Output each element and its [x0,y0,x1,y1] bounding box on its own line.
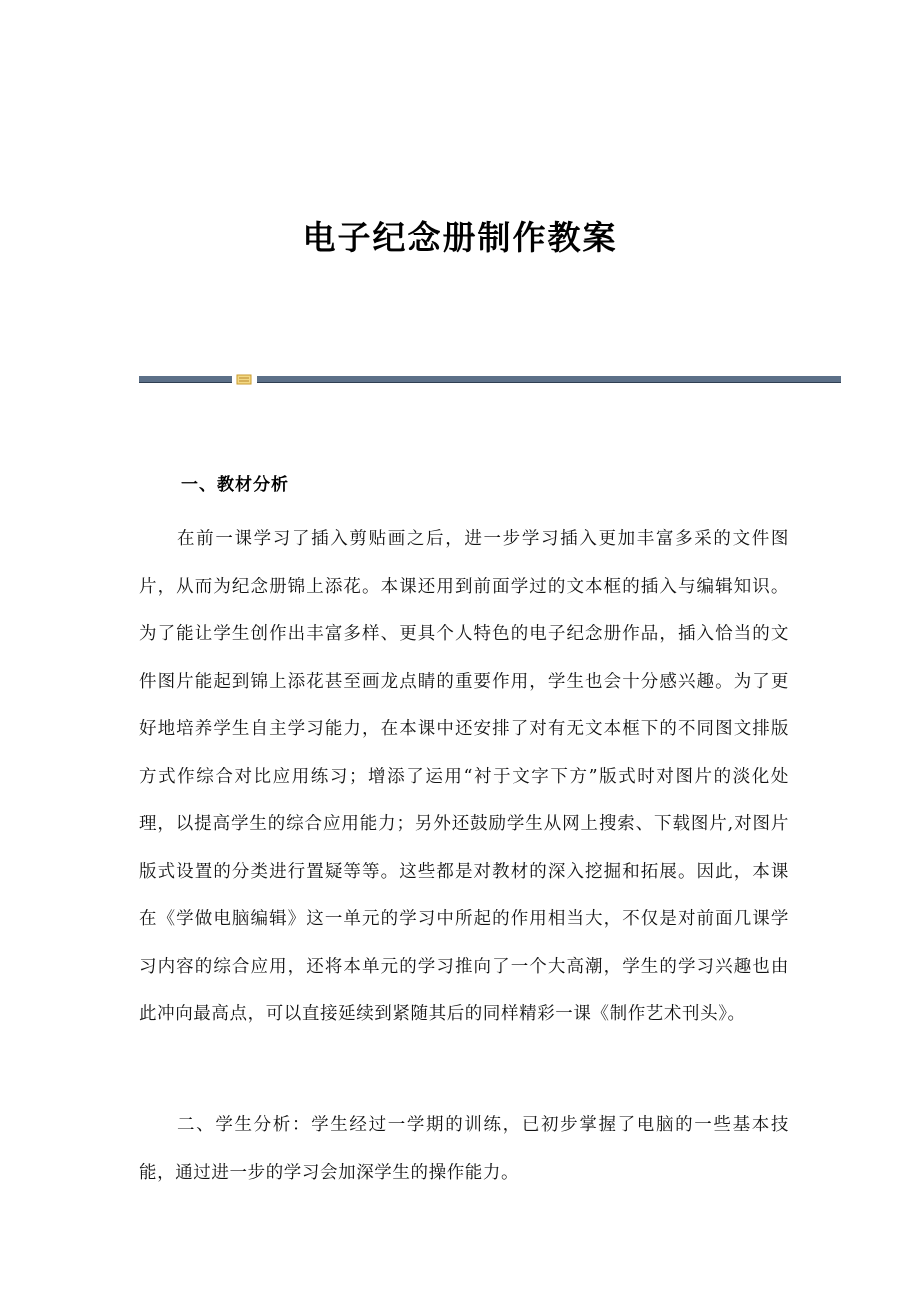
divider-bar-left [139,376,232,383]
divider-bar-right [257,376,841,383]
divider-ornament-icon [236,374,252,385]
paragraph-textbook-analysis: 在前一课学习了插入剪贴画之后，进一步学习插入更加丰富多采的文件图片，从而为纪念册锦上添花。本课还用到前面学过的文本框的插入与编辑知识。为了能让学生创作出丰富多样、更具个人特色的电子纪念册作品，插入恰当的文件图片能起到锦上添花甚至画龙点睛的重要作用，学生也会十分感兴趣。为了更好地培养学生自主学习能力，在本课中还安排了对有无文本框下的不同图文排版方式作综合对比应用练习；增添了运用“衬于文字下方”版式时对图片的淡化处理，以提高学生的综合应用能力；另外还鼓励学生从网上搜索、下载图片,对图片版式设置的分类进行置疑等等。这些都是对教材的深入挖掘和拓展。因此，本课在《学做电脑编辑》这一单元的学习中所起的作用相当大，不仅是对前面几课学习内容的综合应用，还将本单元的学习推向了一个大高潮，学生的学习兴趣也由此冲向最高点，可以直接延续到紧随其后的同样精彩一课《制作艺术刊头》。 [139,529,789,1024]
section-heading-textbook-analysis: 一、教材分析 [181,475,289,495]
paragraph-student-analysis: 二、学生分析：学生经过一学期的训练，已初步掌握了电脑的一些基本技能，通过进一步的学习会加深学生的操作能力。 [139,1115,789,1183]
title-divider [139,374,841,385]
document-title: 电子纪念册制作教案 [302,218,618,257]
